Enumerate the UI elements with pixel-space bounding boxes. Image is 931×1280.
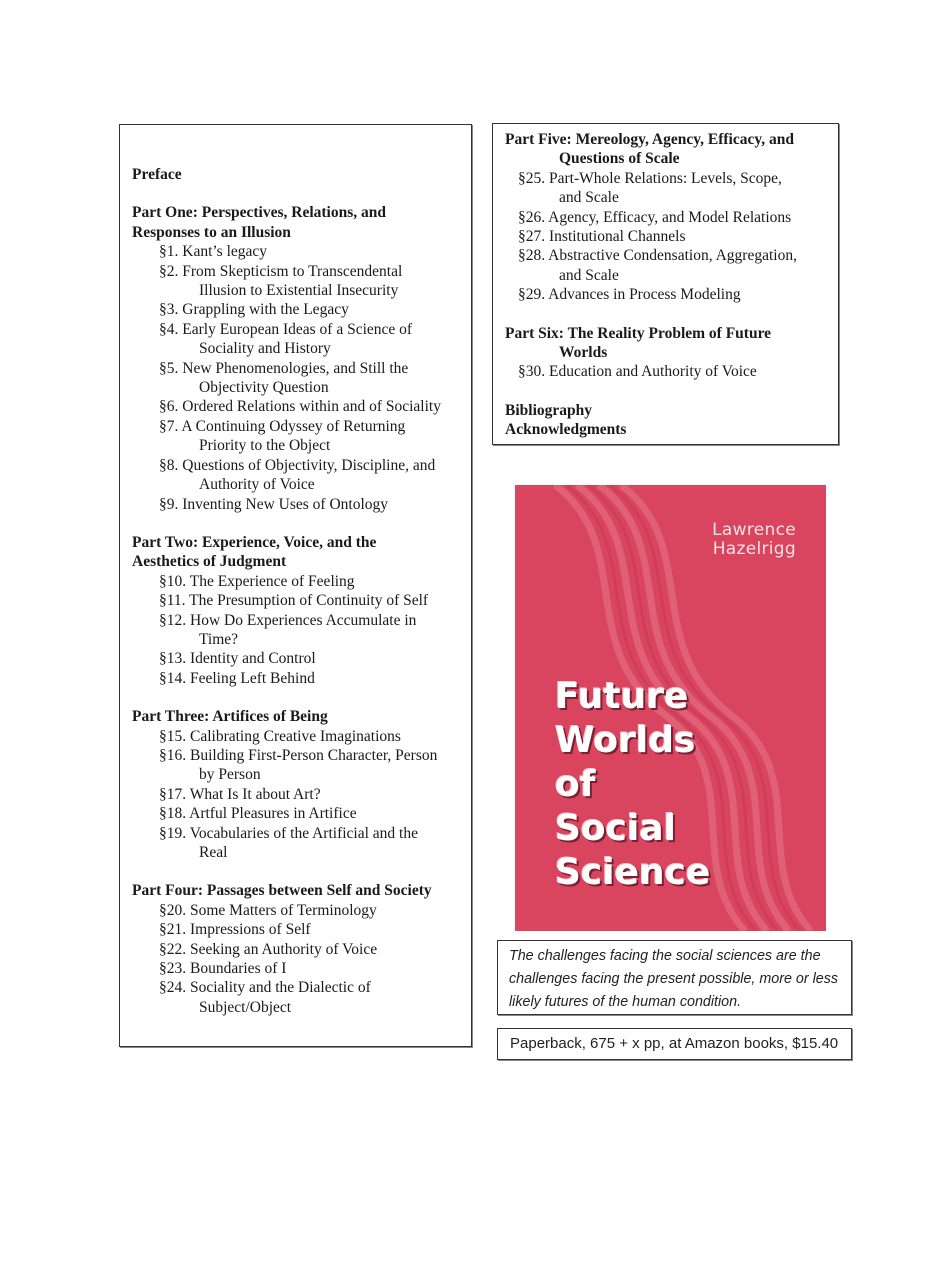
toc-section-27[interactable]: §27. Institutional Channels xyxy=(518,228,686,246)
toc-bibliography[interactable]: Bibliography xyxy=(505,401,592,419)
toc-section-12[interactable]: §12. How Do Experiences Accumulate in xyxy=(159,611,417,629)
toc-section-17[interactable]: §17. What Is It about Art? xyxy=(159,785,321,803)
toc-preface[interactable]: Preface xyxy=(132,166,182,183)
toc-section-25-cont: and Scale xyxy=(559,189,619,207)
toc-section-2-cont: Illusion to Existential Insecurity xyxy=(199,282,399,300)
toc-section-25[interactable]: §25. Part-Whole Relations: Levels, Scope, xyxy=(518,169,782,187)
toc-section-16[interactable]: §16. Building First-Person Character, Person xyxy=(159,746,438,764)
toc-section-24[interactable]: §24. Sociality and the Dialectic of xyxy=(159,979,371,997)
toc-section-4[interactable]: §4. Early European Ideas of a Science of xyxy=(159,320,413,338)
toc-section-16-cont: by Person xyxy=(199,766,261,784)
toc-section-29[interactable]: §29. Advances in Process Modeling xyxy=(518,286,741,304)
toc-list-right xyxy=(505,130,835,440)
toc-section-19-cont: Real xyxy=(199,844,228,861)
cover-author-first: Lawrence xyxy=(712,520,796,540)
toc-section-22[interactable]: §22. Seeking an Authority of Voice xyxy=(159,940,378,958)
toc-part-five-title[interactable]: Part Five: Mereology, Agency, Efficacy, and xyxy=(505,131,794,148)
cover-author-last: Hazelrigg xyxy=(712,539,796,559)
toc-section-5[interactable]: §5. New Phenomenologies, and Still the xyxy=(159,359,409,377)
toc-left-panel xyxy=(119,124,472,1047)
toc-list-left xyxy=(132,165,467,1017)
toc-section-2[interactable]: §2. From Skepticism to Transcendental xyxy=(159,262,403,280)
toc-part-one-title[interactable]: Part One: Perspectives, Relations, and xyxy=(132,204,386,222)
toc-section-28-cont: and Scale xyxy=(559,266,619,284)
toc-part-two-title[interactable]: Part Two: Experience, Voice, and the xyxy=(132,533,377,551)
toc-part-one-title-cont: Responses to an Illusion xyxy=(132,223,291,241)
toc-section-9[interactable]: §9. Inventing New Uses of Ontology xyxy=(159,495,389,513)
toc-part-three-title[interactable]: Part Three: Artifices of Being xyxy=(132,708,328,726)
toc-section-15[interactable]: §15. Calibrating Creative Imaginations xyxy=(159,727,401,745)
book-cover[interactable] xyxy=(515,485,826,931)
toc-section-19[interactable]: §19. Vocabularies of the Artificial and the xyxy=(159,824,418,842)
cover-title xyxy=(555,675,710,895)
toc-section-13[interactable]: §13. Identity and Control xyxy=(159,650,316,668)
toc-section-5-cont: Objectivity Question xyxy=(199,379,329,397)
toc-section-28[interactable]: §28. Abstractive Condensation, Aggregation, xyxy=(518,247,797,265)
cover-title-line-3: of xyxy=(555,764,596,805)
toc-section-26[interactable]: §26. Agency, Efficacy, and Model Relations xyxy=(518,208,792,226)
toc-section-23[interactable]: §23. Boundaries of I xyxy=(159,960,287,978)
toc-section-18[interactable]: §18. Artful Pleasures in Artifice xyxy=(159,805,357,823)
toc-part-six-title-cont: Worlds xyxy=(559,344,608,362)
toc-section-7[interactable]: §7. A Continuing Odyssey of Returning xyxy=(159,417,406,435)
toc-section-24-cont: Subject/Object xyxy=(199,998,292,1016)
book-blurb: The challenges facing the social sciences are the challenges facing the present possible, more or less likely futures of the human condition. xyxy=(497,940,852,1015)
cover-title-line-5: Science xyxy=(555,852,711,893)
toc-section-4-cont: Sociality and History xyxy=(199,340,331,358)
toc-section-1[interactable]: §1. Kant’s legacy xyxy=(159,243,268,261)
toc-part-six-title[interactable]: Part Six: The Reality Problem of Future xyxy=(505,324,772,342)
toc-section-30[interactable]: §30. Education and Authority of Voice xyxy=(518,363,757,381)
cover-title-line-2: Worlds xyxy=(555,720,696,761)
price-info: Paperback, 675 + x pp, at Amazon books, $15.40 xyxy=(497,1028,852,1060)
cover-title-line-1: Future xyxy=(555,676,689,717)
toc-section-11[interactable]: §11. The Presumption of Continuity of Self xyxy=(159,592,429,610)
toc-section-20[interactable]: §20. Some Matters of Terminology xyxy=(159,901,377,919)
toc-section-6[interactable]: §6. Ordered Relations within and of Sociality xyxy=(159,398,441,416)
toc-section-7-cont: Priority to the Object xyxy=(199,437,331,455)
toc-part-two-title-cont: Aesthetics of Judgment xyxy=(132,553,287,571)
toc-right-panel xyxy=(492,123,839,445)
toc-section-8-cont: Authority of Voice xyxy=(199,476,315,494)
toc-section-3[interactable]: §3. Grappling with the Legacy xyxy=(159,301,349,319)
toc-acknowledgments[interactable]: Acknowledgments xyxy=(505,421,627,439)
toc-part-four-title[interactable]: Part Four: Passages between Self and Society xyxy=(132,882,432,900)
toc-section-12-cont: Time? xyxy=(199,630,239,648)
toc-section-8[interactable]: §8. Questions of Objectivity, Discipline, and xyxy=(159,456,436,474)
toc-section-10[interactable]: §10. The Experience of Feeling xyxy=(159,572,355,590)
cover-title-line-4: Social xyxy=(555,808,676,849)
toc-part-five-title-cont: Questions of Scale xyxy=(559,150,680,168)
toc-section-21[interactable]: §21. Impressions of Self xyxy=(159,921,311,939)
cover-author xyxy=(712,521,796,559)
toc-section-14[interactable]: §14. Feeling Left Behind xyxy=(159,669,315,687)
